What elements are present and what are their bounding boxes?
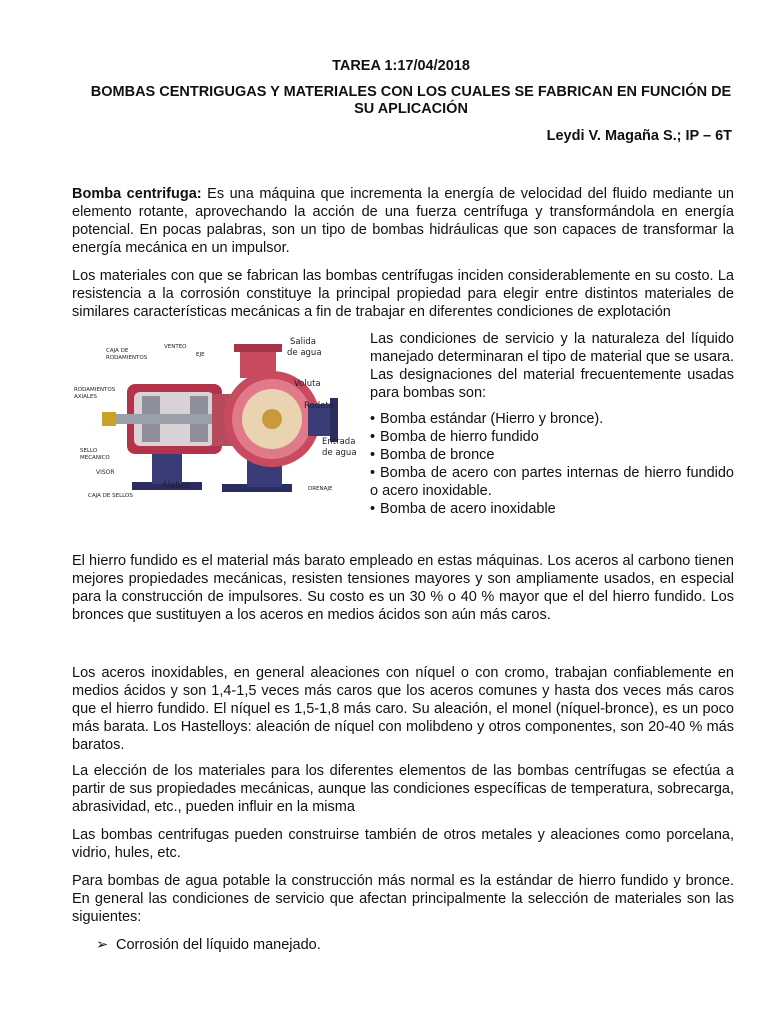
svg-text:Álabes: Álabes — [162, 481, 191, 491]
svg-text:de agua: de agua — [287, 348, 322, 358]
other-materials-paragraph: Las bombas centrifugas pueden construirse también de otros metales y aleaciones como porcelana, vidrio, hules, etc. — [72, 827, 734, 861]
svg-text:DRENAJE: DRENAJE — [308, 486, 333, 492]
intro-definition: Es una máquina que incrementa la energía de velocidad del fluido mediante un elemento rotante, aprovechando la acción de una fuerza centrífuga y transformándola en energía potencial. En pocas palabras, son un tipo de bombas hidráulicas que son capaces de transformar la energía mecánica en un impulsor. — [72, 186, 734, 256]
svg-text:AXIALES: AXIALES — [74, 394, 97, 400]
document-title: TAREA 1:17/04/2018 — [332, 58, 470, 74]
outlet-nozzle — [240, 348, 276, 378]
list-item: • Bomba de acero inoxidable — [370, 501, 556, 517]
svg-text:Rodete: Rodete — [304, 401, 334, 411]
bullet-icon: • — [370, 447, 376, 463]
intro-term: Bomba centrifuga: — [72, 186, 202, 202]
svg-text:VISOR: VISOR — [96, 469, 115, 476]
selection-paragraph: La elección de los materiales para los diferentes elementos de las bombas centrífugas se efectúa a partir de sus propiedades mecánicas, aunque las condiciones específicas de temperatura, sobrecarga, abrasividad, etc., pueden influir en la misma — [72, 763, 734, 815]
list-item: • Bomba de bronce — [370, 447, 495, 463]
svg-text:MECANICO: MECANICO — [80, 455, 110, 461]
conditions-list — [96, 936, 696, 954]
author-line: Leydi V. Magaña S.; IP – 6T — [546, 128, 732, 144]
material-conditions-block — [370, 330, 734, 518]
svg-text:Salida: Salida — [290, 337, 316, 347]
list-item: • Bomba estándar (Hierro y bronce). — [370, 411, 604, 427]
stainless-paragraph: Los aceros inoxidables, en general aleaciones con níquel o con cromo, trabajan confiablemente en medios ácidos y son 1,4-1,5 veces más caros que los aceros comunes y hasta dos veces más caros que el hierro fundido. El níquel es 1,5-1,8 más caro. Su aleación, el monel (níquel-bronce), es un poco más barata. Los Hastelloys: aleación de níquel con molibdeno y otros componentes, son 20-40 % más baratos. — [72, 665, 734, 753]
potable-water-paragraph: Para bombas de agua potable la construcción más normal es la estándar de hierro fundido y bronce. En general las condiciones de servicio que afectan principalmente la selección de materiales son las siguientes: — [72, 873, 734, 925]
svg-text:VENTEO: VENTEO — [164, 344, 187, 350]
bullet-icon: • — [370, 411, 376, 427]
bullet-icon: • — [370, 501, 376, 517]
bullet-icon: • — [370, 465, 376, 481]
svg-text:RODAMIENTOS: RODAMIENTOS — [106, 355, 148, 361]
intro-paragraph — [72, 185, 734, 257]
cast-iron-paragraph: El hierro fundido es el material más barato empleado en estas máquinas. Los aceros al carbono tienen mejores propiedades mecánicas, resisten tensiones mayores y son ampliamente usados, en especial para la construcción de impulsores. Su costo es un 30 % o 40 % mayor que el del hierro fundido. Los bronces que sustituyen a los aceros en medios ácidos son aún más caros. — [72, 553, 734, 623]
svg-text:SELLO: SELLO — [80, 448, 98, 454]
arrow-bullet-icon: ➢ — [96, 937, 109, 953]
bullet-icon: • — [370, 429, 376, 445]
svg-text:CAJA DE: CAJA DE — [106, 348, 129, 354]
material-designations-list — [370, 410, 734, 518]
svg-text:de agua: de agua — [322, 448, 357, 458]
materials-paragraph: Los materiales con que se fabrican las bombas centrífugas inciden considerablemente en su costo. La resistencia a la corrosión constituye la principal propiedad para elegir entre distintos materiales de similares características mecánicas a fin de trabajar en diferentes condiciones de explotación — [72, 268, 734, 320]
svg-text:CAJA DE SELLOS: CAJA DE SELLOS — [88, 493, 133, 499]
svg-text:RODAMIENTOS: RODAMIENTOS — [74, 387, 116, 393]
list-item: • Bomba de hierro fundido — [370, 429, 539, 445]
pump-cutaway-figure — [72, 334, 362, 504]
material-conditions-text: Las condiciones de servicio y la naturaleza del líquido manejado determinaran el tipo de material que se usara. Las designaciones del material frecuentemente usadas para bombas son: — [370, 331, 734, 401]
list-item: ➢ Corrosión del líquido manejado. — [96, 937, 321, 953]
svg-text:EJE: EJE — [196, 352, 205, 358]
svg-text:Voluta: Voluta — [294, 379, 321, 389]
document-subtitle: BOMBAS CENTRIGUGAS Y MATERIALES CON LOS CUALES SE FABRICAN EN FUNCIÓN DE SU APLICACIÓN — [90, 84, 732, 117]
svg-text:Entrada: Entrada — [322, 437, 356, 447]
list-item: • Bomba de acero con partes internas de hierro fundido o acero inoxidable. — [370, 465, 734, 499]
